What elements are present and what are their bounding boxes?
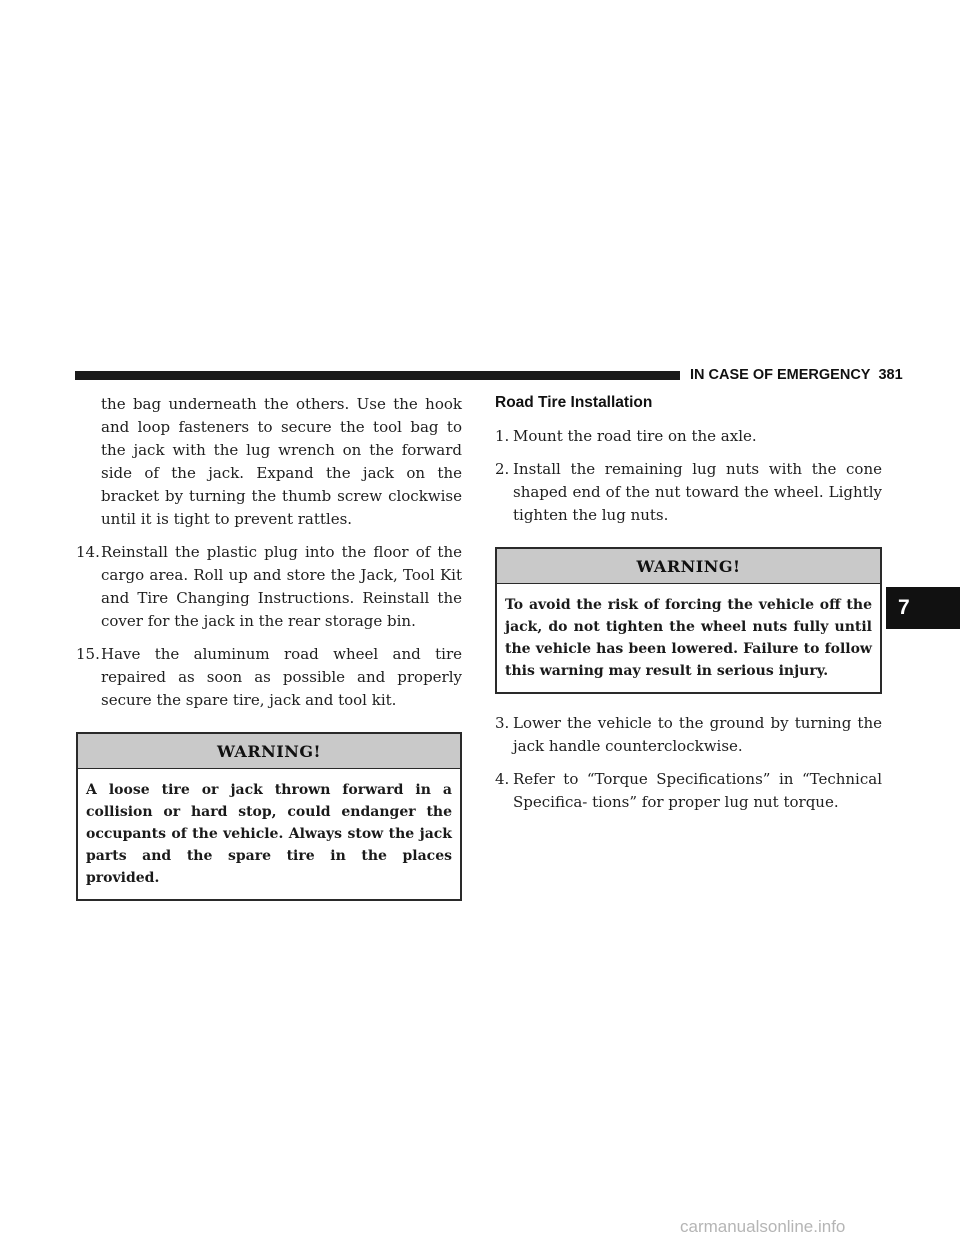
section-title: Road Tire Installation [495, 394, 653, 411]
warning-box [76, 732, 462, 901]
step-number: 4. [495, 770, 510, 788]
list-item [76, 643, 462, 712]
step-number: 14. [76, 543, 100, 561]
warning-text: To avoid the risk of forcing the vehicle off the jack, do not tighten the wheel nuts fully until the vehicle has been lowered. Failure to follow this warning may result in serious injury. [505, 597, 872, 679]
watermark: carmanualsonline.info [680, 1217, 846, 1236]
step-number: 1. [495, 427, 510, 445]
warning-text: A loose tire or jack thrown forward in a collision or hard stop, could endanger the occupants of the vehicle. Always stow the jack parts and the spare tire in the places provided. [86, 782, 452, 886]
step-text: Lower the vehicle to the ground by turning the jack handle counterclockwise. [513, 714, 882, 755]
list-item [495, 768, 882, 814]
step-text: Refer to “Torque Specifications” in “Technical Specifica- tions” for proper lug nut torque. [513, 770, 882, 811]
section-name: IN CASE OF EMERGENCY [690, 367, 871, 383]
header-rule [75, 371, 680, 380]
running-header [690, 366, 903, 384]
chapter-tab: 7 [886, 587, 960, 629]
step-text: Install the remaining lug nuts with the cone shaped end of the nut toward the wheel. Lightly tighten the lug nuts. [513, 460, 882, 524]
warning-box [495, 547, 882, 694]
warning-title: WARNING! [78, 734, 460, 769]
list-item [495, 425, 882, 448]
list-item [495, 458, 882, 527]
step-number: 15. [76, 645, 100, 663]
step-number: 2. [495, 460, 510, 478]
warning-title: WARNING! [497, 549, 880, 584]
right-column [495, 393, 882, 824]
step-text: Reinstall the plastic plug into the floor of the cargo area. Roll up and store the Jack, Tool Kit and Tire Changing Instructions. Reinstall the cover for the jack in the rear storage bin. [101, 543, 462, 630]
step-text: Mount the road tire on the axle. [513, 427, 757, 445]
page-number: 381 [878, 367, 903, 383]
list-item [495, 712, 882, 758]
step-number: 3. [495, 714, 510, 732]
continuation-paragraph: the bag underneath the others. Use the hook and loop fasteners to secure the tool bag to the jack with the lug wrench on the forward side of the jack. Expand the jack on the bracket by turning the thumb screw clockwise until it is tight to prevent rattles. [101, 395, 462, 528]
step-text: Have the aluminum road wheel and tire repaired as soon as possible and properly secure the spare tire, jack and tool kit. [101, 645, 462, 709]
left-column [76, 393, 462, 919]
list-item [76, 541, 462, 633]
